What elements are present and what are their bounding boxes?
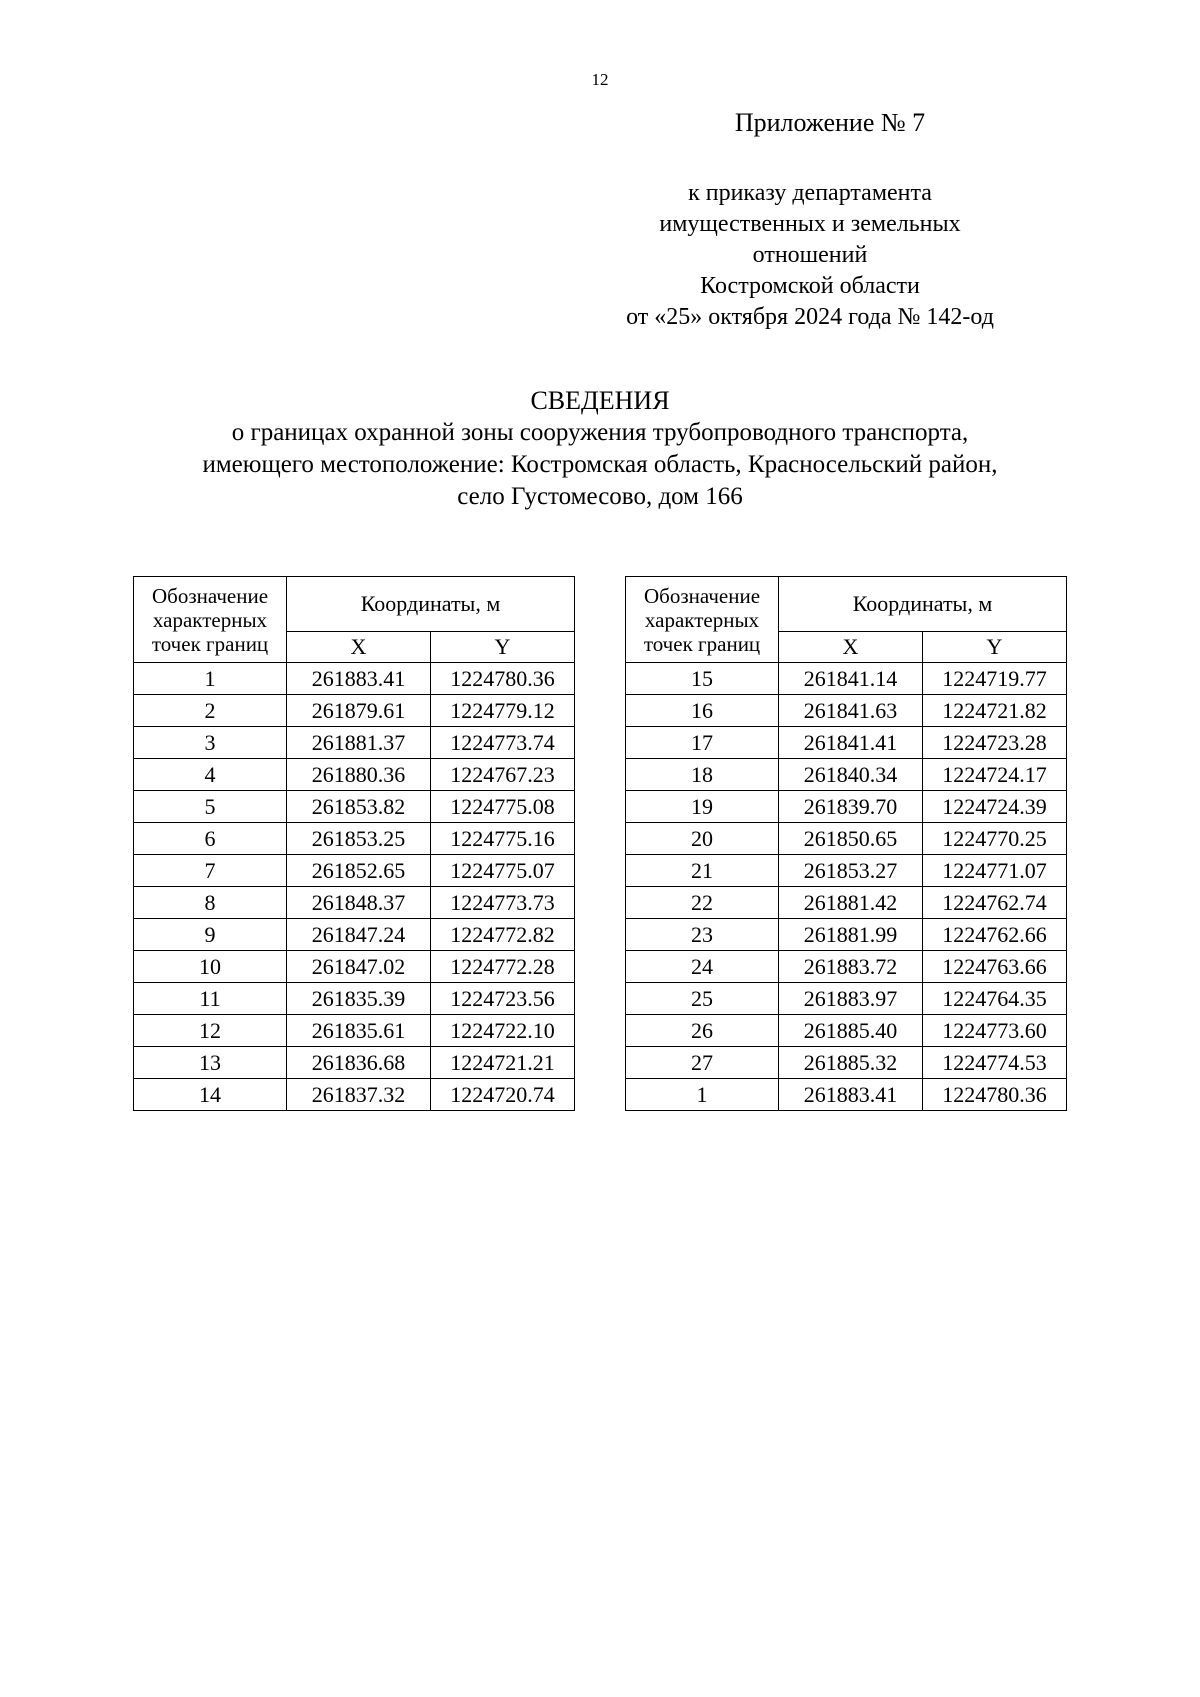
x-coordinate-cell: 261881.37 bbox=[287, 727, 431, 759]
table-row bbox=[626, 663, 1067, 695]
table-row bbox=[626, 855, 1067, 887]
y-coordinate-cell: 1224724.39 bbox=[923, 791, 1067, 823]
x-coordinate-cell: 261837.32 bbox=[287, 1079, 431, 1111]
x-coordinate-cell: 261840.34 bbox=[779, 759, 923, 791]
y-coordinate-cell: 1224775.07 bbox=[431, 855, 575, 887]
y-coordinate-cell: 1224762.74 bbox=[923, 887, 1067, 919]
point-number-cell: 13 bbox=[134, 1047, 287, 1079]
x-coordinate-cell: 261847.24 bbox=[287, 919, 431, 951]
table-row bbox=[626, 695, 1067, 727]
x-coordinate-cell: 261852.65 bbox=[287, 855, 431, 887]
table-row bbox=[134, 791, 575, 823]
x-coordinate-cell: 261841.14 bbox=[779, 663, 923, 695]
point-number-cell: 18 bbox=[626, 759, 779, 791]
table-row bbox=[626, 759, 1067, 791]
x-coordinate-cell: 261879.61 bbox=[287, 695, 431, 727]
y-coordinate-cell: 1224719.77 bbox=[923, 663, 1067, 695]
x-coordinate-cell: 261883.41 bbox=[287, 663, 431, 695]
table-row bbox=[134, 727, 575, 759]
y-coordinate-cell: 1224763.66 bbox=[923, 951, 1067, 983]
point-number-cell: 14 bbox=[134, 1079, 287, 1111]
y-coordinate-cell: 1224723.28 bbox=[923, 727, 1067, 759]
point-number-cell: 1 bbox=[626, 1079, 779, 1111]
point-number-cell: 1 bbox=[134, 663, 287, 695]
y-coordinate-cell: 1224780.36 bbox=[923, 1079, 1067, 1111]
point-number-cell: 10 bbox=[134, 951, 287, 983]
point-number-cell: 5 bbox=[134, 791, 287, 823]
table-row bbox=[134, 1047, 575, 1079]
order-line: имущественных и земельных bbox=[659, 211, 961, 237]
y-coordinate-cell: 1224723.56 bbox=[431, 983, 575, 1015]
point-number-cell: 21 bbox=[626, 855, 779, 887]
table-row bbox=[134, 1015, 575, 1047]
point-number-cell: 22 bbox=[626, 887, 779, 919]
header-designation-line: точек границ bbox=[151, 631, 269, 656]
x-coordinate-cell: 261841.41 bbox=[779, 727, 923, 759]
x-coordinate-cell: 261881.42 bbox=[779, 887, 923, 919]
header-x: X bbox=[779, 632, 923, 663]
y-coordinate-cell: 1224722.10 bbox=[431, 1015, 575, 1047]
point-number-cell: 15 bbox=[626, 663, 779, 695]
point-number-cell: 20 bbox=[626, 823, 779, 855]
table-row bbox=[134, 823, 575, 855]
x-coordinate-cell: 261847.02 bbox=[287, 951, 431, 983]
table-row bbox=[134, 759, 575, 791]
header-designation-line: характерных bbox=[644, 607, 760, 632]
heading-line: село Густомесово, дом 166 bbox=[457, 483, 743, 510]
heading-title: СВЕДЕНИЯ bbox=[530, 386, 670, 415]
x-coordinate-cell: 261885.32 bbox=[779, 1047, 923, 1079]
y-coordinate-cell: 1224775.16 bbox=[431, 823, 575, 855]
point-number-cell: 8 bbox=[134, 887, 287, 919]
x-coordinate-cell: 261883.97 bbox=[779, 983, 923, 1015]
table-row bbox=[626, 887, 1067, 919]
appendix-title: Приложение № 7 bbox=[734, 108, 926, 137]
table-row bbox=[626, 1015, 1067, 1047]
table-row bbox=[626, 1047, 1067, 1079]
y-coordinate-cell: 1224775.08 bbox=[431, 791, 575, 823]
table-row bbox=[626, 1079, 1067, 1111]
table-row bbox=[134, 887, 575, 919]
header-x: X bbox=[287, 632, 431, 663]
y-coordinate-cell: 1224767.23 bbox=[431, 759, 575, 791]
order-line: Костромской области bbox=[700, 273, 920, 299]
header-coordinates: Координаты, м bbox=[779, 577, 1067, 632]
table-row bbox=[134, 663, 575, 695]
point-number-cell: 19 bbox=[626, 791, 779, 823]
header-designation-line: Обозначение bbox=[151, 583, 269, 608]
coordinates-table-left bbox=[133, 576, 575, 1111]
order-line: от «25» октября 2024 года № 142-од bbox=[626, 304, 994, 330]
y-coordinate-cell: 1224779.12 bbox=[431, 695, 575, 727]
x-coordinate-cell: 261835.61 bbox=[287, 1015, 431, 1047]
table-row bbox=[134, 1079, 575, 1111]
y-coordinate-cell: 1224770.25 bbox=[923, 823, 1067, 855]
header-designation bbox=[134, 577, 287, 663]
x-coordinate-cell: 261853.82 bbox=[287, 791, 431, 823]
point-number-cell: 26 bbox=[626, 1015, 779, 1047]
point-number-cell: 11 bbox=[134, 983, 287, 1015]
document-heading bbox=[100, 385, 1100, 513]
y-coordinate-cell: 1224773.74 bbox=[431, 727, 575, 759]
y-coordinate-cell: 1224724.17 bbox=[923, 759, 1067, 791]
order-line: к приказу департамента bbox=[688, 180, 932, 206]
order-line: отношений bbox=[752, 242, 868, 268]
table-row bbox=[134, 951, 575, 983]
point-number-cell: 16 bbox=[626, 695, 779, 727]
point-number-cell: 9 bbox=[134, 919, 287, 951]
y-coordinate-cell: 1224773.60 bbox=[923, 1015, 1067, 1047]
table-row bbox=[626, 983, 1067, 1015]
y-coordinate-cell: 1224774.53 bbox=[923, 1047, 1067, 1079]
point-number-cell: 17 bbox=[626, 727, 779, 759]
y-coordinate-cell: 1224772.28 bbox=[431, 951, 575, 983]
y-coordinate-cell: 1224721.82 bbox=[923, 695, 1067, 727]
header-designation bbox=[626, 577, 779, 663]
table-row bbox=[134, 695, 575, 727]
point-number-cell: 24 bbox=[626, 951, 779, 983]
header-designation-line: характерных bbox=[152, 607, 268, 632]
x-coordinate-cell: 261850.65 bbox=[779, 823, 923, 855]
y-coordinate-cell: 1224721.21 bbox=[431, 1047, 575, 1079]
table-row bbox=[134, 919, 575, 951]
x-coordinate-cell: 261848.37 bbox=[287, 887, 431, 919]
point-number-cell: 25 bbox=[626, 983, 779, 1015]
x-coordinate-cell: 261853.25 bbox=[287, 823, 431, 855]
x-coordinate-cell: 261883.41 bbox=[779, 1079, 923, 1111]
point-number-cell: 27 bbox=[626, 1047, 779, 1079]
point-number-cell: 2 bbox=[134, 695, 287, 727]
x-coordinate-cell: 261841.63 bbox=[779, 695, 923, 727]
header-y: Y bbox=[923, 632, 1067, 663]
y-coordinate-cell: 1224762.66 bbox=[923, 919, 1067, 951]
order-reference bbox=[600, 178, 1020, 333]
point-number-cell: 7 bbox=[134, 855, 287, 887]
coordinates-table-right bbox=[625, 576, 1067, 1111]
table-row bbox=[134, 855, 575, 887]
x-coordinate-cell: 261839.70 bbox=[779, 791, 923, 823]
x-coordinate-cell: 261885.40 bbox=[779, 1015, 923, 1047]
x-coordinate-cell: 261853.27 bbox=[779, 855, 923, 887]
header-designation-line: Обозначение bbox=[643, 583, 761, 608]
y-coordinate-cell: 1224773.73 bbox=[431, 887, 575, 919]
y-coordinate-cell: 1224772.82 bbox=[431, 919, 575, 951]
table-row bbox=[626, 791, 1067, 823]
y-coordinate-cell: 1224720.74 bbox=[431, 1079, 575, 1111]
point-number-cell: 12 bbox=[134, 1015, 287, 1047]
header-y: Y bbox=[431, 632, 575, 663]
header-coordinates: Координаты, м bbox=[287, 577, 575, 632]
x-coordinate-cell: 261836.68 bbox=[287, 1047, 431, 1079]
y-coordinate-cell: 1224771.07 bbox=[923, 855, 1067, 887]
table-row bbox=[626, 727, 1067, 759]
table-row bbox=[626, 823, 1067, 855]
x-coordinate-cell: 261835.39 bbox=[287, 983, 431, 1015]
x-coordinate-cell: 261883.72 bbox=[779, 951, 923, 983]
y-coordinate-cell: 1224780.36 bbox=[431, 663, 575, 695]
point-number-cell: 6 bbox=[134, 823, 287, 855]
y-coordinate-cell: 1224764.35 bbox=[923, 983, 1067, 1015]
point-number-cell: 4 bbox=[134, 759, 287, 791]
point-number-cell: 3 bbox=[134, 727, 287, 759]
header-designation-line: точек границ bbox=[643, 631, 761, 656]
table-row bbox=[626, 919, 1067, 951]
table-row bbox=[134, 983, 575, 1015]
x-coordinate-cell: 261881.99 bbox=[779, 919, 923, 951]
heading-line: о границах охранной зоны сооружения трубопроводного транспорта, bbox=[231, 419, 969, 446]
x-coordinate-cell: 261880.36 bbox=[287, 759, 431, 791]
heading-line: имеющего местоположение: Костромская область, Красносельский район, bbox=[202, 451, 998, 478]
point-number-cell: 23 bbox=[626, 919, 779, 951]
table-row bbox=[626, 951, 1067, 983]
page-number: 12 bbox=[591, 70, 609, 89]
